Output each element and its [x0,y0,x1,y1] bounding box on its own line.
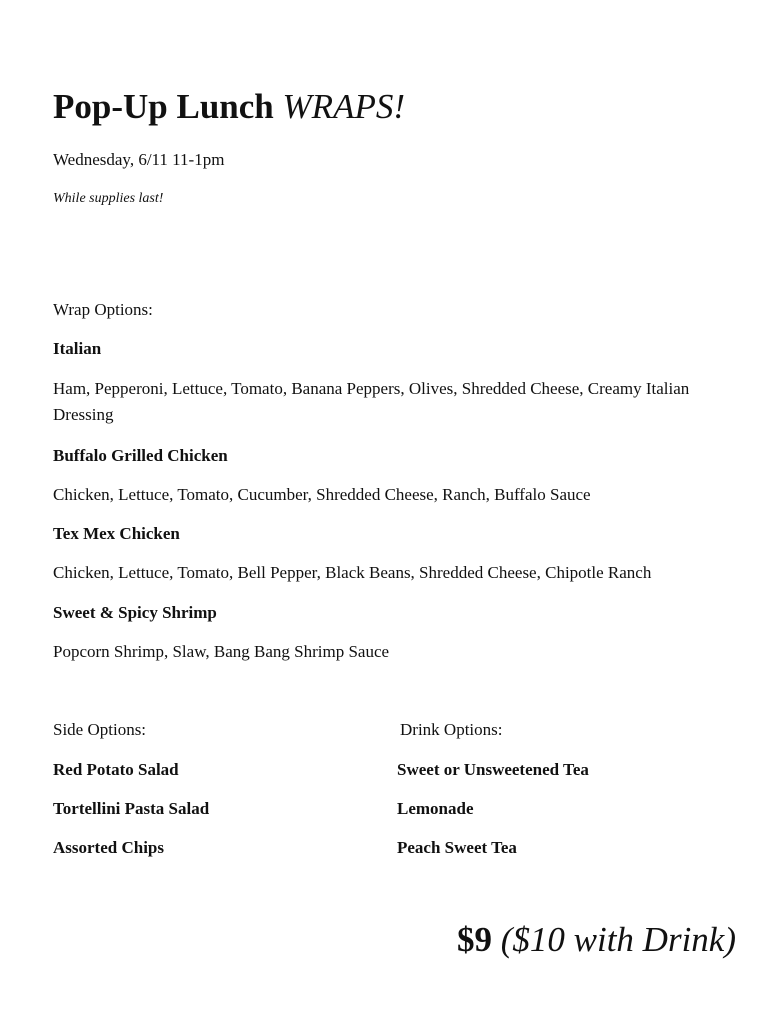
price-amount: $9 [456,920,492,959]
supply-note: While supplies last! [53,191,164,206]
wrap-name-tex-mex: Tex Mex Chicken [53,524,180,543]
drink-item: Lemonade [397,799,474,818]
price-drink-note: ($10 with Drink) [500,920,736,959]
title-emphasis: WRAPS! [282,87,405,126]
event-date-time: Wednesday, 6/11 11-1pm [53,150,225,169]
drink-item: Sweet or Unsweetened Tea [397,760,589,779]
side-options-heading: Side Options: [53,720,147,739]
wrap-ingredients-italian: Ham, Pepperoni, Lettuce, Tomato, Banana Peppers, Olives, Shredded Cheese, Creamy Italian Dressing [53,379,690,424]
drink-item: Peach Sweet Tea [397,838,517,857]
price-line [457,918,736,962]
drink-options-heading: Drink Options: [400,720,503,739]
side-item: Red Potato Salad [53,760,179,779]
wrap-ingredients-buffalo: Chicken, Lettuce, Tomato, Cucumber, Shredded Cheese, Ranch, Buffalo Sauce [53,485,591,504]
wrap-ingredients-tex-mex: Chicken, Lettuce, Tomato, Bell Pepper, Black Beans, Shredded Cheese, Chipotle Ranch [53,563,652,582]
side-item: Tortellini Pasta Salad [53,799,210,818]
wrap-name-buffalo: Buffalo Grilled Chicken [53,446,228,465]
wrap-ingredients-shrimp: Popcorn Shrimp, Slaw, Bang Bang Shrimp Sauce [53,642,390,661]
wrap-name-italian: Italian [53,339,102,358]
wrap-name-shrimp: Sweet & Spicy Shrimp [53,603,217,622]
page-title [53,86,405,128]
wrap-options-heading: Wrap Options: [53,300,153,319]
title-main: Pop-Up Lunch [53,87,274,126]
side-item: Assorted Chips [53,838,164,857]
